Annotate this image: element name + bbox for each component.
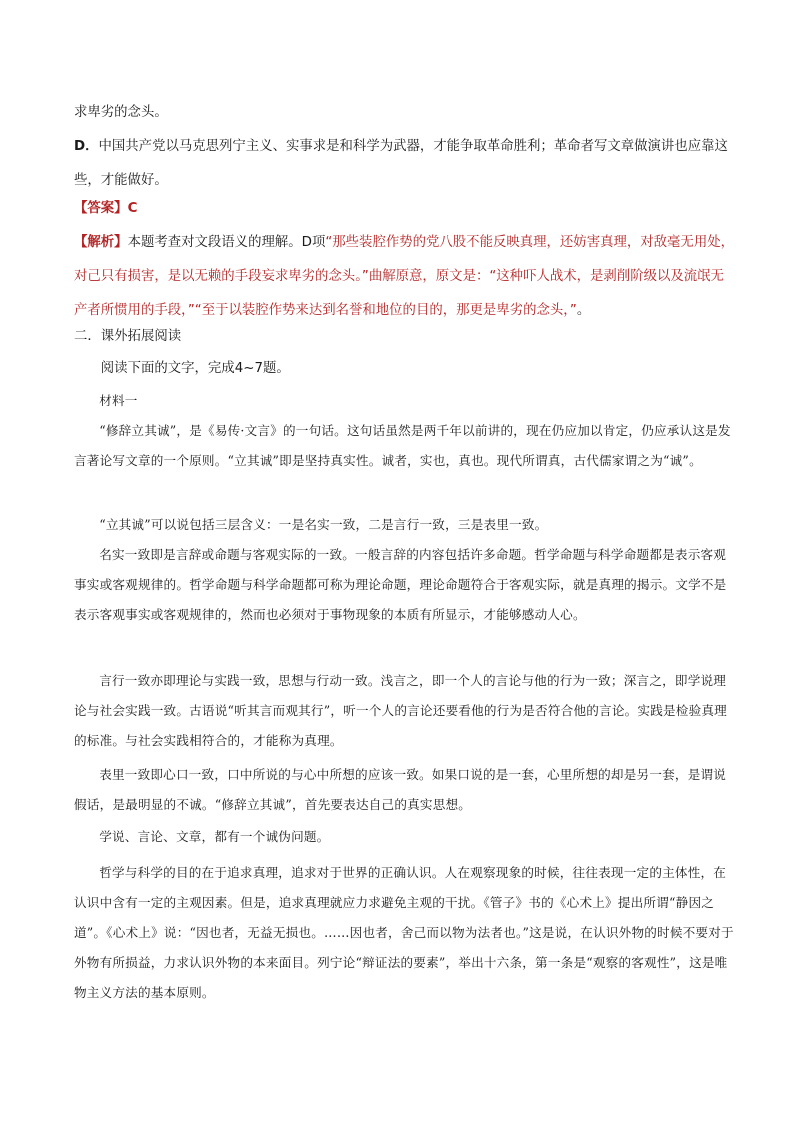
analysis-text-3: 。: [576, 303, 591, 318]
analysis-quote-2: “这种吓人战术，是剥削阶级以及流氓无产者所惯用的手段，”“至于以装腔作势来达到名誉和地位的目的，那更是卑劣的念头，”: [74, 269, 724, 318]
reading-instruction: 阅读下面的文字，完成4~7题。: [100, 361, 290, 376]
option-d-label: D．: [74, 139, 99, 154]
option-d: [74, 130, 734, 198]
analysis-block: [74, 226, 734, 328]
body-paragraph-1: “修辞立其诚”，是《易传·文言》的一句话。这句话虽然是两千年以前讲的，现在仍应加以肯定，仍应承认这是发言著论写文章的一个原则。“立其诚”即是坚持真实性。诚者，实也，真也。现代所谓真，古代儒家谓之为“诚”。: [74, 423, 731, 468]
body-paragraph-6: 学说、言论、文章，都有一个诚伪问题。: [99, 829, 330, 844]
analysis-text-2: 曲解原意，原文是：: [368, 269, 490, 284]
option-d-text: 中国共产党以马克思列宁主义、实事求是和科学为武器，才能争取革命胜利；革命者写文章做演讲也应靠这些，才能做好。: [74, 139, 728, 188]
material-title: 材料一: [99, 393, 138, 408]
top-fragment: 求卑劣的念头。: [74, 105, 168, 120]
body-paragraph-2: “立其诚”可以说包括三层含义：一是名实一致，二是言行一致，三是表里一致。: [99, 517, 548, 532]
body-paragraph-5: 表里一致即心口一致，口中所说的与心中所想的应该一致。如果口说的是一套，心里所想的却是另一套，是谓说假话，是最明显的不诚。“修辞立其诚”，首先要表达自己的真实思想。: [74, 767, 727, 812]
section-heading: 二．课外拓展阅读: [74, 329, 182, 344]
answer-value: C: [127, 201, 138, 216]
answer-line: [74, 192, 734, 226]
answer-label: 【答案】: [74, 201, 128, 216]
analysis-text-1: 本题考查对文段语义的理解。D项: [127, 235, 326, 250]
analysis-label: 【解析】: [74, 235, 128, 250]
body-paragraph-7: 哲学与科学的目的在于追求真理，追求对于世界的正确认识。人在观察现象的时候，往往表现一定的主体性，在认识中含有一定的主观因素。但是，追求真理就应力求避免主观的干扰。《管子》书的《心术上》提出所谓“静因之道”。《心术上》说：“因也者，无益无损也。……因也者，舍己而以物为法者也。”这是说，在认识外物的时候不要对于外物有所损益，力求认识外物的本来面目。列宁论“辩证法的要素”，举出十六条，第一条是“观察的客观性”，这是唯物主义方法的基本原则。: [74, 865, 734, 1000]
body-paragraph-4: 言行一致亦即理论与实践一致，思想与行动一致。浅言之，即一个人的言论与他的行为一致；深言之，即学说理论与社会实践一致。古语说“听其言而观其行”，听一个人的言论还要看他的行为是否符合他的言论。实践是检验真理的标准。与社会实践相符合的，才能称为真理。: [74, 673, 727, 748]
body-paragraph-3: 名实一致即是言辞或命题与客观实际的一致。一般言辞的内容包括许多命题。哲学命题与科学命题都是表示客观事实或客观规律的。哲学命题与科学命题都可称为理论命题，理论命题符合于客观实际，就是真理的揭示。文学不是表示客观事实或客观规律的，然而也必须对于事物现象的本质有所显示，才能够感动人心。: [74, 547, 727, 622]
analysis-quote-1: “那些装腔作势的党八股不能反映真理，还妨害真理，对敌毫无用处，对己只有损害，是以无赖的手段妄求卑劣的念头。”: [74, 235, 734, 284]
